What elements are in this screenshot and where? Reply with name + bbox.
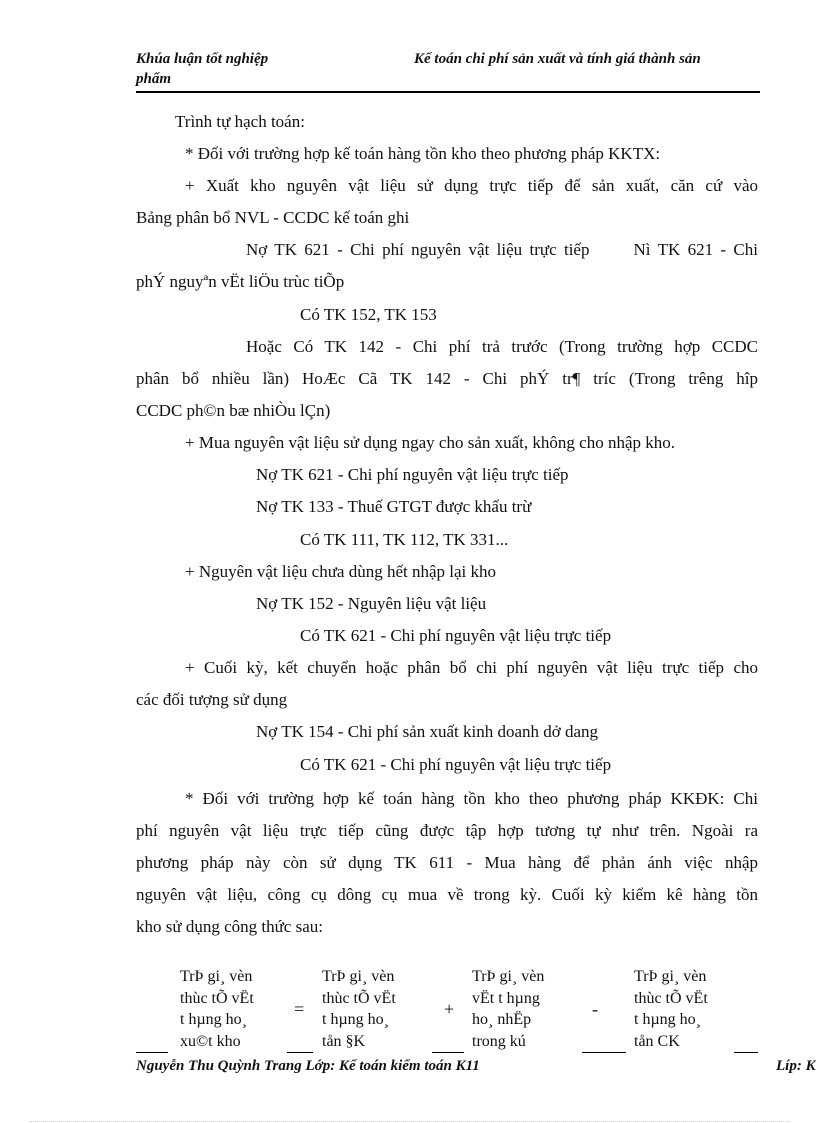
formula-term-purchased-value bbox=[472, 966, 544, 1052]
body-line-22: * Đối với trường hợp kế toán hàng tồn kho theo phương pháp KKĐK: Chi bbox=[185, 789, 758, 808]
body-line-18: + Cuối kỳ, kết chuyển hoặc phân bổ chi phí nguyên vật liệu trực tiếp cho bbox=[185, 658, 758, 677]
body-line-5: Nợ TK 621 - Chi phí nguyên vật liệu trực tiếp Nì TK 621 - Chi bbox=[246, 240, 758, 259]
body-line-7: Có TK 152, TK 153 bbox=[300, 305, 437, 324]
formula-term-line: vËt t hµng bbox=[472, 989, 540, 1007]
formula-underline bbox=[582, 1052, 626, 1053]
body-line-25: nguyên vật liệu, công cụ dông cụ mua về trong kỳ. Cuối kỳ kiểm kê hàng tồn bbox=[136, 885, 758, 904]
formula-term-line: TrÞ gi¸ vèn bbox=[472, 968, 545, 985]
formula-plus-sign: + bbox=[444, 999, 455, 1019]
formula-term-closing-value bbox=[634, 966, 708, 1052]
body-line-12: Nợ TK 621 - Chi phí nguyên vật liệu trực tiếp bbox=[256, 465, 569, 484]
body-line-4: Bảng phân bổ NVL - CCDC kế toán ghi bbox=[136, 208, 410, 227]
formula-term-line: t hµng ho¸ bbox=[634, 1011, 701, 1028]
body-line-6: phÝ nguyªn vËt liÖu trùc tiÕp bbox=[136, 272, 345, 291]
footer-author: Nguyễn Thu Quỳnh Trang Lớp: Kế toán kiểm toán K11 bbox=[136, 1058, 480, 1074]
formula-term-line: TrÞ gi¸ vèn bbox=[322, 968, 395, 985]
formula-term-line: thùc tÕ vËt bbox=[180, 989, 254, 1007]
body-line-24: phương pháp này còn sử dụng TK 611 - Mua hàng để phản ánh việc nhập bbox=[136, 853, 758, 872]
body-line-23: phí nguyên vật liệu trực tiếp cũng được tập hợp tương tự như trên. Ngoài ra bbox=[136, 821, 758, 840]
body-line-17: Có TK 621 - Chi phí nguyên vật liệu trực tiếp bbox=[300, 626, 612, 645]
footer-class: Líp: K bbox=[776, 1058, 816, 1074]
formula-term-line: xu©t kho bbox=[180, 1032, 241, 1050]
body-line-21: Có TK 621 - Chi phí nguyên vật liệu trực tiếp bbox=[300, 755, 612, 774]
formula-term-line: t hµng ho¸ bbox=[180, 1011, 247, 1028]
header-rule bbox=[136, 91, 760, 93]
formula-term-issued-value bbox=[180, 966, 254, 1052]
page-bottom-divider bbox=[30, 1121, 790, 1122]
body-line-9: phân bổ nhiều lần) HoÆc Cã TK 142 - Chi phÝ tr¶ tríc (Trong trêng hîp bbox=[136, 369, 758, 388]
formula-equals-sign: = bbox=[294, 999, 305, 1019]
formula-underline bbox=[734, 1052, 758, 1053]
body-line-1: Trình tự hạch toán: bbox=[175, 112, 305, 131]
body-line-8: Hoặc Có TK 142 - Chi phí trả trước (Trong trường hợp CCDC bbox=[246, 337, 758, 356]
body-line-11: + Mua nguyên vật liệu sử dụng ngay cho sản xuất, không cho nhập kho. bbox=[185, 433, 675, 452]
formula-term-line: TrÞ gi¸ vèn bbox=[180, 968, 253, 985]
formula-term-opening-value bbox=[322, 966, 396, 1052]
header-left-title: Khúa luận tốt nghiệp bbox=[136, 51, 269, 67]
body-line-15: + Nguyên vật liệu chưa dùng hết nhập lại kho bbox=[185, 562, 497, 581]
body-line-26: kho sử dụng công thức sau: bbox=[136, 917, 323, 936]
body-line-20: Nợ TK 154 - Chi phí sản xuất kinh doanh dở dang bbox=[256, 722, 599, 741]
formula-term-line: t hµng ho¸ bbox=[322, 1011, 389, 1028]
formula-term-line: tån CK bbox=[634, 1032, 680, 1050]
formula-term-line: TrÞ gi¸ vèn bbox=[634, 968, 707, 985]
formula-term-line: ho¸ nhËp bbox=[472, 1011, 532, 1028]
body-line-3: + Xuất kho nguyên vật liệu sử dụng trực tiếp để sản xuất, căn cứ vào bbox=[185, 176, 758, 195]
formula-underline bbox=[136, 1052, 168, 1053]
body-line-19: các đối tượng sử dụng bbox=[136, 690, 288, 709]
body-line-14: Có TK 111, TK 112, TK 331... bbox=[300, 530, 509, 549]
body-line-2: * Đối với trường hợp kế toán hàng tồn kho theo phương pháp KKTX: bbox=[185, 144, 661, 163]
formula-term-line: thùc tÕ vËt bbox=[634, 989, 708, 1007]
body-line-13: Nợ TK 133 - Thuế GTGT được khấu trừ bbox=[256, 497, 532, 516]
formula-minus-sign: - bbox=[592, 999, 598, 1019]
formula-term-line: tån §K bbox=[322, 1032, 366, 1050]
body-line-10: CCDC ph©n bæ nhiÒu lÇn) bbox=[136, 401, 331, 420]
formula-underline bbox=[287, 1052, 313, 1053]
formula-term-line: thùc tÕ vËt bbox=[322, 989, 396, 1007]
formula-term-line: trong kú bbox=[472, 1032, 526, 1050]
header-right-title: Kế toán chi phí sản xuất và tính giá thành sản bbox=[414, 51, 701, 67]
header-title-continuation: phẩm bbox=[136, 71, 172, 87]
formula-underline bbox=[432, 1052, 464, 1053]
body-line-16: Nợ TK 152 - Nguyên liệu vật liệu bbox=[256, 594, 487, 613]
